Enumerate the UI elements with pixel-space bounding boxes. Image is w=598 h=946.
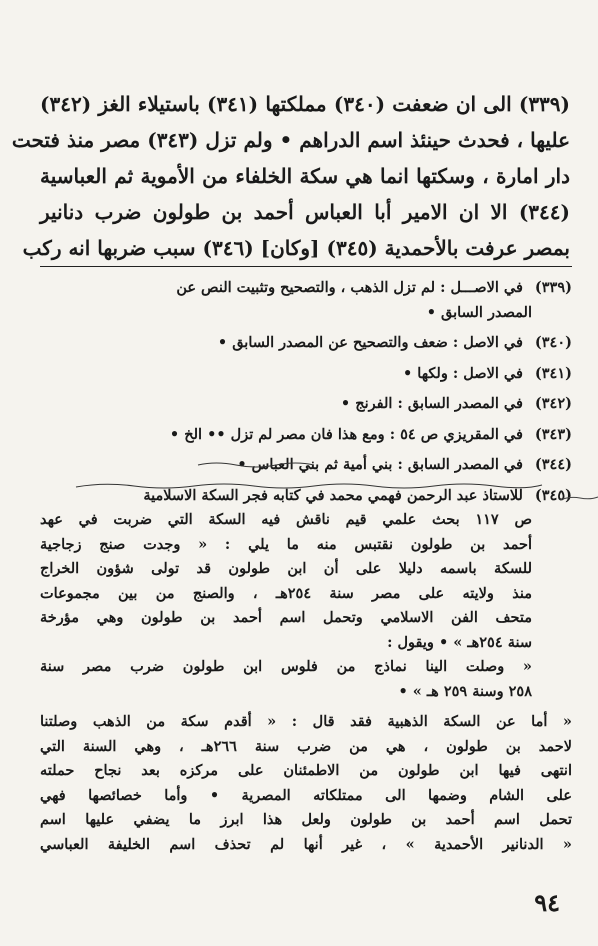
- page-number: ٩٤: [534, 888, 560, 917]
- footnote-345-continued: أحمد بن طولون نقتبس منه ما يلي : « وجدت صنج زجاجية: [40, 535, 532, 553]
- continuation-line: انتهى فيها ابن طولون من الاطمئنان على مركزه بعد نجاح حملته: [40, 762, 572, 779]
- main-text-block: [11, 86, 571, 266]
- main-text-line: (٣٤٤) الا ان الامير أبا العباس أحمد بن طولون ضرب دنانير: [40, 200, 570, 224]
- main-text-line: بمصر عرفت بالأحمدية (٣٤٥) [وكان] (٣٤٦) سبب ضربها انه ركب: [22, 236, 570, 260]
- footnote-text: في الاصل : ضعف والتصحيح عن المصدر السابق •: [217, 334, 523, 351]
- footnote-340: [40, 331, 572, 356]
- footnote-text: في المقريزي ص ٥٤ : ومع هذا فان مصر لم تزل •• الخ •: [169, 425, 523, 443]
- continuation-line: على الشام وضمها الى ممتلكاته المصرية • وأما خصائصها فهي: [40, 786, 572, 804]
- footnote-345-continued: ص ١١٧ بحث علمي قيم ناقش فيه السكة التي ضربت في عهد: [40, 511, 532, 528]
- footnote-339-continued: المصدر السابق •: [426, 303, 532, 321]
- main-text-line: دار امارة ، وسكتها انما هي سكة الخلفاء من الأموية ثم العباسية: [40, 164, 570, 188]
- main-text-line: عليها ، فحدث حينئذ اسم الدراهم • ولم تزل (٣٤٣) مصر منذ فتحت: [11, 128, 570, 152]
- continuation-line: تحمل اسم أحمد بن طولون ولعل هذا ابرز ما يضفي عليها اسم: [40, 811, 572, 828]
- footnotes-block: [40, 276, 572, 857]
- margin-pen-mark: [560, 494, 598, 502]
- footnote-text: في الاصـــل : لم تزل الذهب ، والتصحيح وتثبيت النص عن: [176, 279, 523, 296]
- footnote-345-continued: منذ ولايته على مصر سنة ٢٥٤هـ ، والصنج من بين مجموعات: [40, 584, 532, 602]
- handwritten-underline: [74, 480, 544, 492]
- footnote-345-continued: للسكة باسمه دليلا على أن ابن طولون قد تولى شؤون الخراج: [40, 560, 532, 577]
- footnote-343: [40, 423, 572, 448]
- footnote-345-continued: متحف الفن الاسلامي وتحمل اسم أحمد بن طولون وهي مؤرخة: [40, 609, 532, 626]
- footnote-text: في المصدر السابق : بني أمية ثم بني العباس •: [237, 456, 523, 473]
- continuation-line: « أما عن السكة الذهبية فقد قال : « أقدم سكة من الذهب وصلتنا: [40, 713, 572, 730]
- footnote-number: (٣٤٠): [534, 334, 572, 351]
- continuation-line: « الدنانير الأحمدية » ، غير أنها لم تحذف اسم الخليفة العباسي: [40, 835, 572, 853]
- quote-line: « وصلت الينا نماذج من فلوس ابن طولون ضرب مصر سنة: [40, 658, 532, 675]
- footnote-number: (٣٤٢): [534, 395, 572, 412]
- footnote-number: (٣٣٩): [534, 279, 572, 296]
- footnote-text: للاستاذ عبد الرحمن فهمي محمد في كتابه فجر السكة الاسلامية: [143, 486, 523, 504]
- footnote-number: (٣٤٥): [534, 486, 572, 504]
- footnote-345-continued: سنة ٢٥٤هـ » • ويقول :: [387, 633, 532, 651]
- footnote-number: (٣٤١): [534, 364, 572, 382]
- footnote-341: [40, 362, 572, 387]
- footnote-text: في المصدر السابق : الفرنج •: [340, 395, 523, 412]
- footnote-separator-rule: [40, 266, 572, 267]
- quote-line: ٢٥٨ وسنة ٢٥٩ هـ » •: [398, 682, 532, 700]
- handwritten-underline: [196, 460, 316, 470]
- footnote-342: [40, 392, 572, 417]
- footnote-number: (٣٤٤): [534, 456, 572, 473]
- footnote-number: (٣٤٣): [534, 425, 572, 443]
- footnote-text: في الاصل : ولكها •: [402, 364, 523, 382]
- continuation-line: لاحمد بن طولون ، هي من ضرب سنة ٢٦٦هـ ، وهي السنة التي: [40, 737, 572, 755]
- footnote-339: [40, 276, 572, 301]
- main-text-line: (٣٣٩) الى ان ضعفت (٣٤٠) مملكتها (٣٤١) باستيلاء الغز (٣٤٢): [40, 92, 571, 116]
